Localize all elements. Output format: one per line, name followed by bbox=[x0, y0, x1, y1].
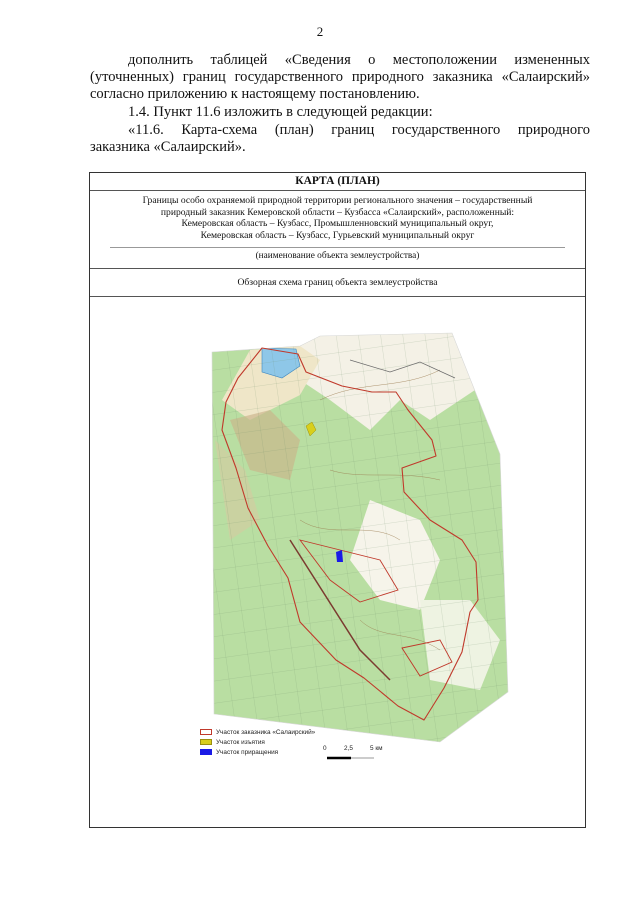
legend-item-reserve bbox=[200, 727, 315, 737]
scale-tick-label: 2,5 bbox=[344, 745, 353, 752]
scale-tick-label: 5 км bbox=[370, 745, 383, 752]
addition-plot bbox=[336, 550, 343, 562]
paragraph-line: заказника «Салаирский». bbox=[90, 139, 246, 155]
description-line: Кемеровская область – Кузбасс, Промышленновский муниципальный округ, bbox=[181, 218, 494, 230]
paragraph-line: согласно приложению к настоящему постановлению. bbox=[90, 86, 420, 102]
page-number: 2 bbox=[316, 24, 324, 39]
legend-item-withdrawal bbox=[200, 737, 315, 747]
legend-item-addition bbox=[200, 747, 315, 757]
description-line: Границы особо охраняемой природной территории регионального значения – государственный bbox=[142, 195, 533, 206]
object-caption: (наименование объекта землеустройства) bbox=[255, 251, 420, 261]
paragraph-line: (уточненных) границ государственного природного заказника «Салаирский» bbox=[90, 69, 590, 85]
description-line: природный заказник Кемеровской области – Кузбасса «Салаирский», расположенный: bbox=[160, 206, 515, 218]
paragraph-line: «11.6. Карта-схема (план) границ государственного природного bbox=[128, 122, 590, 138]
reserve-swatch-icon bbox=[200, 729, 212, 735]
addition-swatch-icon bbox=[200, 749, 212, 755]
legend-label: Участок приращения bbox=[216, 748, 279, 756]
map-plan-title: КАРТА (ПЛАН) bbox=[90, 173, 585, 191]
legend-label: Участок изъятия bbox=[216, 738, 265, 746]
map-legend bbox=[200, 727, 315, 757]
scale-tick-label: 0 bbox=[323, 745, 327, 752]
overview-label: Обзорная схема границ объекта землеустройства bbox=[90, 269, 585, 297]
withdrawal-swatch-icon bbox=[200, 739, 212, 745]
paragraph-line: дополнить таблицей «Сведения о местоположении измененных bbox=[128, 52, 590, 68]
paragraph-line: 1.4. Пункт 11.6 изложить в следующей редакции: bbox=[128, 104, 433, 120]
description-line: Кемеровская область – Кузбасс, Гурьевский муниципальный округ bbox=[200, 229, 475, 241]
legend-label: Участок заказника «Салаирский» bbox=[216, 728, 316, 736]
